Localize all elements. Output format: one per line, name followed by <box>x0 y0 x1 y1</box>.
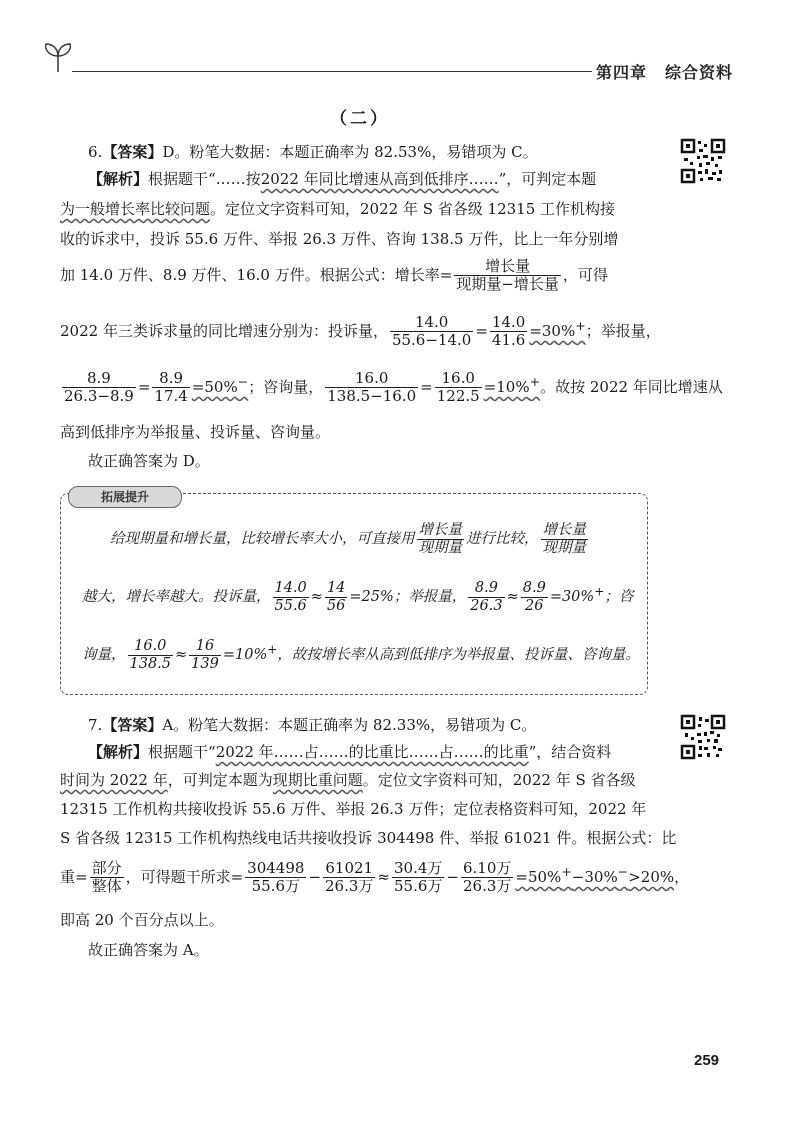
result-sup: + <box>575 317 586 333</box>
highlight-span: 为一般增长率比较问题 <box>60 200 211 218</box>
q6-analysis-line-1 <box>88 170 684 190</box>
text-span: =30% <box>549 589 595 606</box>
result-value <box>483 373 541 396</box>
numerator: 增长量 <box>454 258 561 276</box>
answer-tag: 【答案】 <box>102 143 163 161</box>
text-span: =10% <box>222 647 268 664</box>
denominator: 138.5−16.0 <box>327 387 417 406</box>
text-span: ，故按增长率从高到低排序为举报量、投诉量、咨询量。 <box>277 647 640 664</box>
numerator: 14 <box>326 580 346 596</box>
fraction <box>468 580 504 614</box>
q6-analysis-line-6 <box>60 369 723 406</box>
numerator: 16.0 <box>435 370 482 388</box>
fraction <box>490 314 527 350</box>
text-span: =25%；举报量， <box>349 589 467 606</box>
result-sup: + <box>267 642 278 657</box>
denominator: 26.3万 <box>462 877 512 896</box>
denominator: 17.4 <box>154 387 188 406</box>
q6-answer-line <box>88 143 684 163</box>
text-span: ；咨 <box>604 589 634 606</box>
fraction <box>461 860 513 896</box>
text-span: 。定位文字资料可知，2022 年 S 省各级 12315 工作机构接 <box>210 200 616 218</box>
denominator: 56 <box>326 597 346 614</box>
denominator: 26.3 <box>470 597 503 614</box>
fraction <box>152 370 189 406</box>
q6-analysis-line-3: 收的诉求中，投诉 55.6 万件、举报 26.3 万件、咨询 138.5 万件，比上一年分别增 <box>60 230 619 248</box>
section-title: （二） <box>330 109 390 129</box>
result-sup: − <box>617 863 629 879</box>
result-sup: − <box>237 373 249 389</box>
tip-tag: 拓展提升 <box>68 486 182 508</box>
denominator: 现期量 <box>418 539 462 556</box>
numerator: 304498 <box>247 859 305 877</box>
fraction <box>435 370 482 406</box>
page-number: 259 <box>694 1052 720 1069</box>
fraction <box>90 860 124 896</box>
numerator: 14.0 <box>491 313 526 331</box>
header-rule <box>72 71 592 72</box>
highlight-span: 2022 年……占……的比重比……占……的比重 <box>215 743 529 761</box>
numerator: 16.0 <box>325 370 418 388</box>
highlight-span: 2022 年同比增速从高到低排序…… <box>260 170 499 188</box>
qr-code-icon <box>680 138 726 184</box>
text-span: 。故按 2022 年同比增速从 <box>540 377 723 396</box>
q6-analysis-line-5 <box>60 313 661 350</box>
text-span: ；咨询量， <box>248 377 324 396</box>
q7-analysis-line-2 <box>60 771 656 791</box>
fraction <box>128 638 174 672</box>
numerator: 部分 <box>91 859 122 877</box>
denominator: 现期量 <box>542 539 586 556</box>
tip-line-1 <box>110 522 590 556</box>
result-text: =30% <box>529 321 576 340</box>
result-sup: + <box>561 863 572 879</box>
answer-tag: 【答案】 <box>102 716 163 734</box>
text-span: 询量， <box>82 647 126 664</box>
text-span: ，可得题干所求= <box>125 867 244 886</box>
analysis-tag: 【解析】 <box>88 170 149 188</box>
fraction <box>392 860 444 896</box>
text-span: ，可判定本题为 <box>167 771 273 789</box>
fraction <box>323 860 375 896</box>
denominator: 55.6万 <box>251 877 300 896</box>
q6-analysis-line-2 <box>60 200 656 220</box>
denominator: 55.6−14.0 <box>391 331 472 350</box>
denominator: 现期量−增长量 <box>456 275 559 294</box>
text-span: 根据题干“……按 <box>148 170 261 188</box>
text-span: 越大，增长率越大。投诉量， <box>82 589 271 606</box>
fraction <box>245 860 306 896</box>
numerator: 61021 <box>323 860 375 878</box>
fraction <box>273 580 309 614</box>
sprout-icon <box>40 40 76 74</box>
numerator: 6.10万 <box>462 859 512 877</box>
fraction <box>417 522 465 556</box>
q7-answer-line <box>88 716 684 736</box>
numerator: 8.9 <box>468 580 504 598</box>
fraction <box>325 370 418 406</box>
fraction <box>541 522 589 556</box>
q7-answer-text: A。粉笔大数据：本题正确率为 82.33%，易错项为 C。 <box>162 716 537 734</box>
operator: ≈ <box>377 867 390 886</box>
text-span: 重= <box>60 867 88 886</box>
numerator: 14.0 <box>274 580 307 596</box>
denominator: 26.3万 <box>325 877 374 896</box>
highlight-span: 现期比重问题 <box>272 771 363 789</box>
text-span: 根据题干“ <box>148 743 216 761</box>
result-text: =50% <box>191 377 238 396</box>
denominator: 122.5 <box>436 387 480 406</box>
fraction <box>325 580 347 614</box>
denominator: 138.5 <box>129 655 172 672</box>
text-span: 加 14.0 万件、8.9 万件、16.0 万件。根据公式： <box>60 265 395 284</box>
denominator: 55.6万 <box>394 877 443 896</box>
text-span: ，可得 <box>562 265 608 284</box>
numerator: 14.0 <box>390 314 473 332</box>
tip-line-2 <box>82 580 633 614</box>
highlight-span: 时间为 2022 年 <box>60 771 168 789</box>
result-sup: + <box>594 584 605 599</box>
operator: = <box>420 377 433 396</box>
text-span: 给现期量和增长量，比较增长率大小，可直接用 <box>110 531 415 548</box>
q7-number: 7. <box>88 716 103 734</box>
text-span: 。定位文字资料可知，2022 年 S 省各级 <box>362 771 636 789</box>
operator: ≈ <box>506 589 519 606</box>
result-sup: + <box>529 373 541 389</box>
result-text: −30% <box>571 867 618 886</box>
denominator: 55.6 <box>274 597 307 614</box>
text-span: ；举报量， <box>585 321 661 340</box>
qr-code-icon <box>680 714 726 760</box>
text-span: ”，可判定本题 <box>498 170 597 188</box>
numerator: 增长量 <box>542 522 586 538</box>
q7-analysis-line-4: S 省各级 12315 工作机构热线电话共接收投诉 304498 件、举报 61021 件。根据公式：比 <box>60 829 677 847</box>
operator: = <box>475 321 488 340</box>
operator: ≈ <box>310 589 323 606</box>
tip-line-3 <box>82 638 640 672</box>
result-text: >20% <box>628 867 675 886</box>
q6-analysis-line-7: 高到低排序为举报量、投诉量、咨询量。 <box>60 423 331 441</box>
denominator: 26.3−8.9 <box>64 387 134 406</box>
q7-analysis-line-6: 即高 20 个百分点以上。 <box>60 911 224 929</box>
numerator: 8.9 <box>62 370 136 388</box>
chapter-header <box>596 60 733 83</box>
text-span: 2022 年三类诉求量的同比增速分别为：投诉量， <box>60 321 388 340</box>
numerator: 30.4万 <box>394 859 443 877</box>
chapter-title: 综合资料 <box>665 63 734 82</box>
fraction <box>62 370 136 406</box>
q6-analysis-line-4 <box>60 258 656 294</box>
analysis-tag: 【解析】 <box>88 743 149 761</box>
denominator: 26 <box>525 597 544 614</box>
formula-label: 增长率= <box>394 265 453 284</box>
denominator: 整体 <box>91 877 122 896</box>
operator: − <box>308 867 322 886</box>
result-value <box>191 373 249 396</box>
numerator: 8.9 <box>152 370 189 388</box>
operator: = <box>137 377 151 396</box>
result-value <box>529 317 586 340</box>
q7-analysis-line-5 <box>60 859 690 896</box>
numerator: 8.9 <box>522 580 546 596</box>
operator: ≈ <box>175 647 188 664</box>
numerator: 16.0 <box>128 638 174 656</box>
result-text: =50% <box>515 867 562 886</box>
chapter-number: 第四章 <box>596 63 648 82</box>
q7-final-answer: 故正确答案为 A。 <box>88 941 209 959</box>
text-span: 进行比较， <box>466 531 539 548</box>
result-value <box>515 863 675 886</box>
fraction <box>390 314 473 350</box>
q7-analysis-line-3: 12315 工作机构共接收投诉 55.6 万件、举报 26.3 万件；定位表格资料可知，2022 年 <box>60 800 647 818</box>
numerator: 16 <box>189 638 221 656</box>
text-span: ， <box>674 867 690 886</box>
denominator: 41.6 <box>491 331 526 350</box>
operator: − <box>446 867 459 886</box>
formula-fraction <box>454 258 561 294</box>
q6-answer-text: D。粉笔大数据：本题正确率为 82.53%，易错项为 C。 <box>162 143 538 161</box>
result-text: =10% <box>483 377 530 396</box>
numerator: 增长量 <box>418 522 462 538</box>
q6-final-answer: 故正确答案为 D。 <box>88 452 210 470</box>
q6-number: 6. <box>88 143 103 161</box>
text-span: ”，结合资料 <box>528 743 612 761</box>
q7-analysis-line-1 <box>88 743 684 763</box>
fraction <box>521 580 548 614</box>
fraction <box>189 638 221 672</box>
denominator: 139 <box>191 655 219 672</box>
